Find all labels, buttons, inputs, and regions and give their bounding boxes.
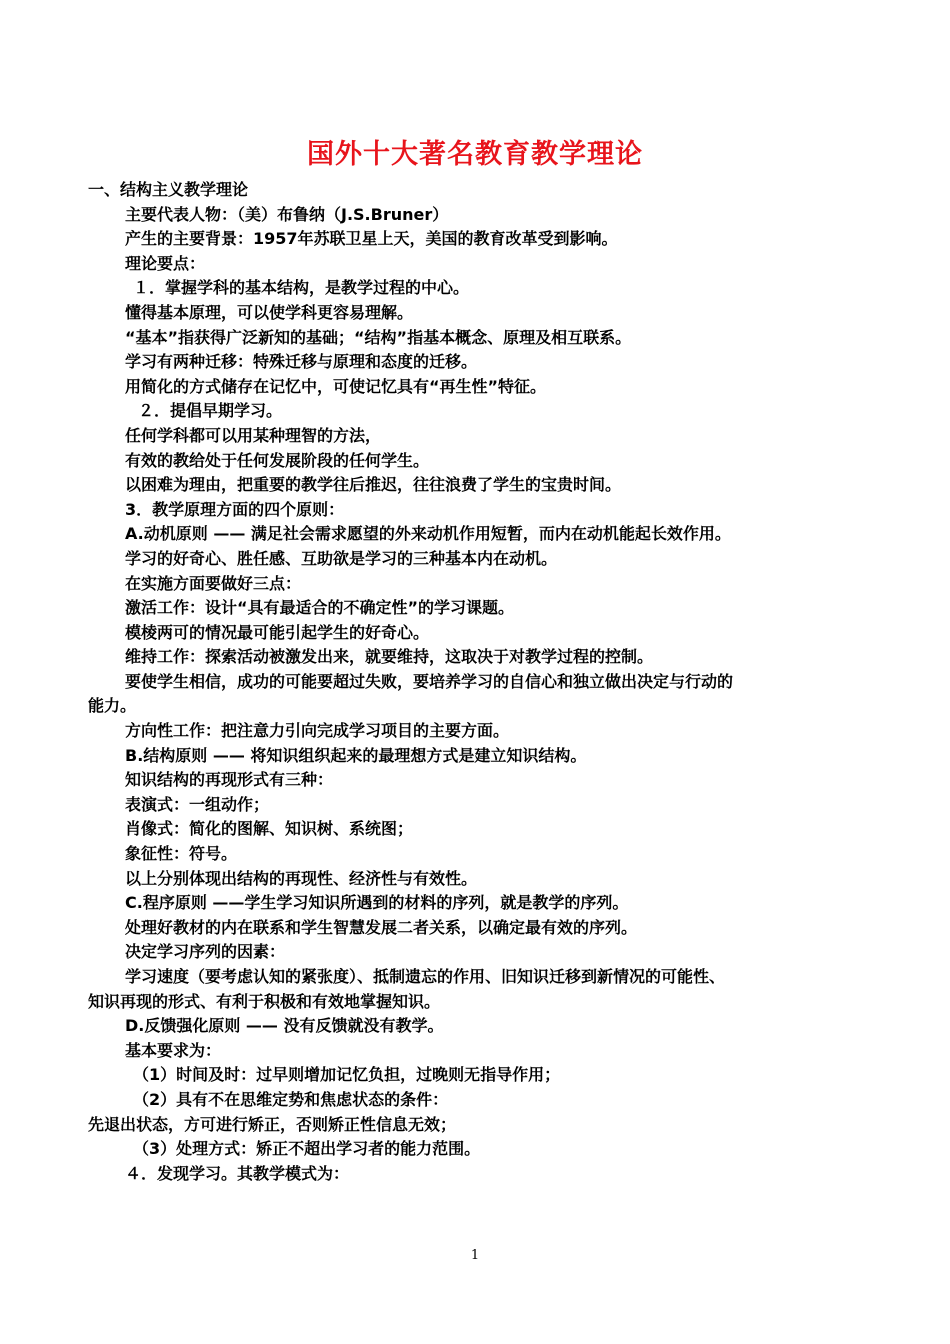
paragraph-line: 象征性：符号。 — [125, 844, 238, 864]
paragraph-line: 基本要求为： — [125, 1040, 222, 1060]
paragraph-line: 肖像式：简化的图解、知识树、系统图； — [125, 819, 414, 839]
paragraph-line: 以上分别体现出结构的再现性、经济性与有效性。 — [125, 868, 478, 888]
paragraph-line: 任何学科都可以用某种理智的方法， — [125, 425, 382, 445]
paragraph-line: 理论要点： — [125, 253, 206, 273]
point-heading: ４．发现学习。其教学模式为： — [125, 1163, 350, 1183]
paragraph-line: 产生的主要背景：1957年苏联卫星上天，美国的教育改革受到影响。 — [125, 229, 618, 249]
paragraph-line: 在实施方面要做好三点： — [125, 573, 302, 593]
document-body — [88, 178, 868, 1186]
paragraph-line: 学习速度（要考虑认知的紧张度）、抵制遗忘的作用、旧知识迁移到新情况的可能性、 — [125, 967, 726, 986]
paragraph-line: 学习有两种迁移：特殊迁移与原理和态度的迁移。 — [125, 352, 478, 372]
paragraph-line: 维持工作：探索活动被激发出来，就要维持，这取决于对教学过程的控制。 — [125, 647, 654, 667]
paragraph-line: 决定学习序列的因素： — [125, 942, 286, 962]
paragraph-line: 能力。 — [88, 696, 137, 716]
paragraph-line: 懂得基本原理，可以使学科更容易理解。 — [125, 302, 414, 322]
document-title: 国外十大著名教育教学理论 — [307, 139, 643, 170]
page-number: 1 — [470, 1248, 480, 1263]
paragraph-line: 处理好教材的内在联系和学生智慧发展二者关系，以确定最有效的序列。 — [125, 917, 638, 937]
point-heading: 3．教学原理方面的四个原则： — [125, 499, 345, 519]
paragraph-line: 用简化的方式储存在记忆中，可使记忆具有“再生性”特征。 — [125, 376, 547, 396]
paragraph-line: “基本”指获得广泛新知的基础；“结构”指基本概念、原理及相互联系。 — [125, 327, 632, 347]
paragraph-line: 要使学生相信，成功的可能要超过失败，要培养学习的自信心和独立做出决定与行动的 — [125, 671, 734, 691]
paragraph-line: 激活工作：设计“具有最适合的不确定性”的学习课题。 — [125, 598, 515, 618]
paragraph-line: 表演式：一组动作； — [125, 794, 270, 814]
point-heading: １．掌握学科的基本结构，是教学过程的中心。 — [133, 278, 470, 298]
paragraph-line: 主要代表人物：（美）布鲁纳（J.S.Bruner） — [125, 204, 449, 224]
paragraph-line: （1）时间及时：过早则增加记忆负担，过晚则无指导作用； — [133, 1065, 561, 1085]
paragraph-line: 知识结构的再现形式有三种： — [125, 770, 334, 790]
paragraph-line: B.结构原则 —— 将知识组织起来的最理想方式是建立知识结构。 — [125, 745, 587, 765]
paragraph-line: 方向性工作：把注意力引向完成学习项目的主要方面。 — [125, 721, 510, 741]
paragraph-line: 以困难为理由，把重要的教学往后推迟，往往浪费了学生的宝贵时间。 — [125, 475, 622, 495]
paragraph-line: A.动机原则 —— 满足社会需求愿望的外来动机作用短暂，而内在动机能起长效作用。 — [125, 524, 731, 544]
section-heading: 一、结构主义教学理论 — [88, 180, 249, 199]
paragraph-line: 模棱两可的情况最可能引起学生的好奇心。 — [125, 622, 430, 642]
paragraph-line: D.反馈强化原则 —— 没有反馈就没有教学。 — [125, 1016, 444, 1036]
paragraph-line: （2）具有不在思维定势和焦虑状态的条件： — [133, 1089, 449, 1109]
paragraph-line: 先退出状态，方可进行矫正，否则矫正性信息无效； — [88, 1114, 457, 1134]
paragraph-line: 学习的好奇心、胜任感、互助欲是学习的三种基本内在动机。 — [125, 548, 558, 568]
paragraph-line: C.程序原则 ——学生学习知识所遇到的材料的序列，就是教学的序列。 — [125, 893, 629, 913]
paragraph-line: 知识再现的形式、有利于积极和有效地掌握知识。 — [88, 991, 441, 1011]
paragraph-line: （3）处理方式：矫正不超出学习者的能力范围。 — [133, 1139, 481, 1159]
paragraph-line: 有效的教给处于任何发展阶段的任何学生。 — [125, 450, 430, 470]
point-heading: ２．提倡早期学习。 — [138, 401, 283, 421]
